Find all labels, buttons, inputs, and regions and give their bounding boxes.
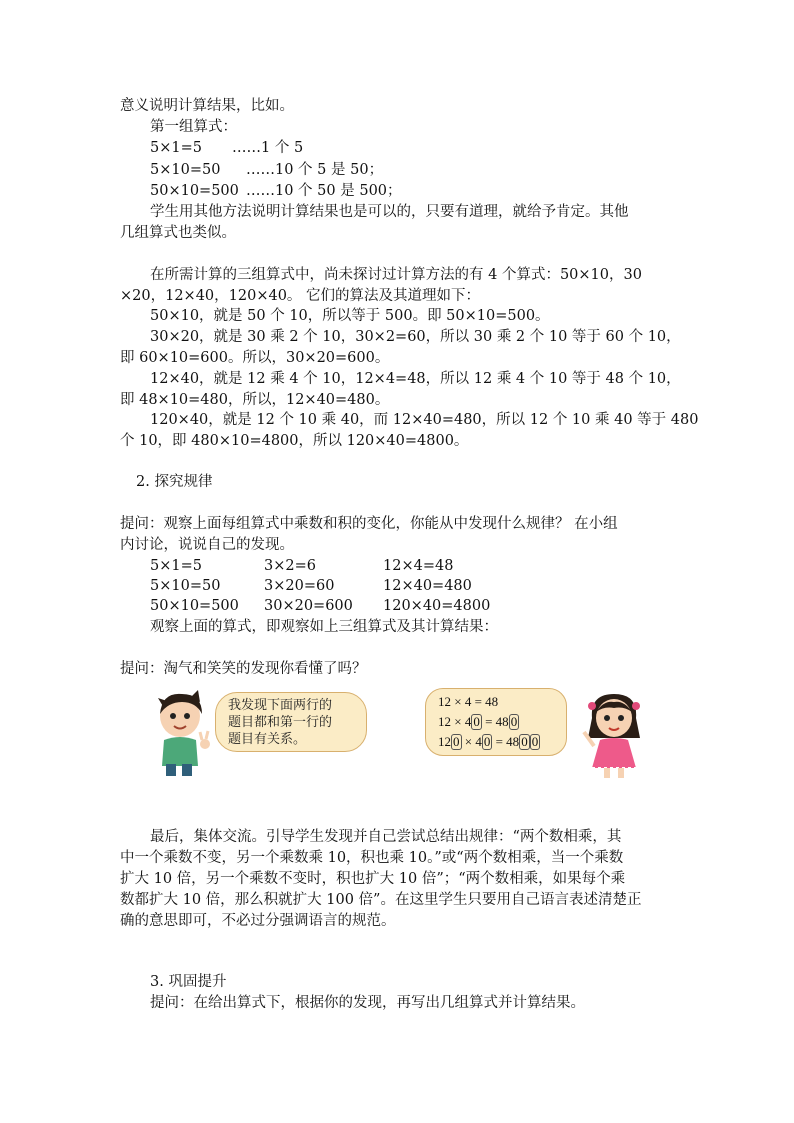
- zero-box: 0: [521, 734, 528, 749]
- paragraph-line: 数都扩大 10 倍，那么积就扩大 100 倍”。在这里学生只要用自己语言表述清楚正: [120, 892, 642, 908]
- question-line: 提问：观察上面每组算式中乘数和积的变化，你能从中发现什么规律？ 在小组: [120, 516, 618, 532]
- equation-cell: 30×20=600: [264, 598, 353, 614]
- paragraph-line: 最后，集体交流。引导学生发现并自己尝试总结出规律：“两个数相乘，其: [150, 829, 622, 845]
- paragraph-line: 即 60×10=600。所以，30×20=600。: [120, 350, 390, 366]
- equation-cell: 12×4=48: [383, 558, 454, 574]
- paragraph-line: 120×40，就是 12 个 10 乘 40，而 12×40=480，所以 12 个 10 乘 40 等于 480: [150, 412, 699, 428]
- equation: 50×10=500: [150, 183, 239, 199]
- paragraph-line: 50×10，就是 50 个 10，所以等于 500。即 50×10=500。: [150, 308, 550, 324]
- zero-box: 0: [483, 734, 491, 749]
- paragraph-line: 个 10，即 480×10=4800，所以 120×40=4800。: [120, 433, 469, 449]
- paragraph-line: 30×20，就是 30 乘 2 个 10，30×2=60，所以 30 乘 2 个 10 等于 60 个 10，: [150, 329, 681, 345]
- equation-cell: 12×40=480: [383, 578, 472, 594]
- bubble-text-line: 题目都和第一行的: [228, 715, 333, 730]
- section-heading: 2. 探究规律: [136, 474, 213, 490]
- question-line: 内讨论，说说自己的发现。: [120, 537, 294, 553]
- question-line: 提问：淘气和笑笑的发现你看懂了吗？: [120, 661, 367, 677]
- explanation: ……10 个 50 是 500；: [246, 183, 402, 199]
- bubble-text-line: 题目有关系。: [228, 732, 307, 747]
- equation-cell: 5×10=50: [150, 578, 221, 594]
- equation-cell: 3×20=60: [264, 578, 335, 594]
- boy-speech-bubble: [215, 692, 367, 752]
- explanation: ……1 个 5: [232, 140, 304, 156]
- equation-cell: 50×10=500: [150, 598, 239, 614]
- zero-box: 0: [473, 714, 480, 729]
- zero-box: 0: [453, 734, 460, 749]
- paragraph-line: 即 48×10=480，所以，12×40=480。: [120, 392, 390, 408]
- equation-cell: 5×1=5: [150, 558, 202, 574]
- equation: 5×1=5: [150, 140, 202, 156]
- bubble-equation: 12 × 4 0 = 48 0: [438, 714, 518, 729]
- paragraph-line: 中一个乘数不变，另一个乘数乘 10，积也乘 10。”或“两个数相乘，当一个乘数: [120, 850, 624, 866]
- paragraph-line: ×20，12×40，120×40。 它们的算法及其道理如下：: [120, 288, 481, 304]
- section-heading: 3. 巩固提升: [150, 974, 227, 990]
- zero-box: 0: [531, 734, 539, 749]
- explanation: ……10 个 5 是 50；: [246, 162, 384, 178]
- equation: 5×10=50: [150, 162, 221, 178]
- paragraph-line: 学生用其他方法说明计算结果也是可以的，只要有道理，就给予肯定。其他: [150, 204, 629, 220]
- paragraph-line: 确的意思即可，不必过分强调语言的规范。: [120, 913, 396, 929]
- girl-speech-bubble: [425, 688, 567, 756]
- question-line: 提问：在给出算式下，根据你的发现，再写出几组算式并计算结果。: [150, 995, 585, 1011]
- intro-line: 意义说明计算结果，比如。: [120, 98, 294, 114]
- paragraph-line: 几组算式也类似。: [120, 225, 236, 241]
- equation-cell: 120×40=4800: [383, 598, 491, 614]
- cartoon-illustration: [150, 688, 650, 780]
- bubble-equation: 12 × 4 = 48: [438, 694, 499, 709]
- bubble-text-line: 我发现下面两行的: [228, 698, 333, 713]
- equation-cell: 3×2=6: [264, 558, 316, 574]
- girl-character-icon: [578, 688, 650, 780]
- paragraph-line: 12×40，就是 12 乘 4 个 10，12×4=48，所以 12 乘 4 个 10 等于 48 个 10，: [150, 371, 681, 387]
- paragraph-line: 在所需计算的三组算式中，尚未探讨过计算方法的有 4 个算式：50×10，30: [150, 267, 642, 283]
- group-label: 第一组算式：: [150, 119, 237, 135]
- zero-box: 0: [510, 714, 518, 729]
- paragraph-line: 扩大 10 倍，另一个乘数不变时，积也扩大 10 倍”；“两个数相乘，如果每个乘: [120, 871, 626, 887]
- paragraph-line: 观察上面的算式，即观察如上三组算式及其计算结果：: [150, 619, 498, 635]
- boy-character-icon: [150, 688, 220, 778]
- bubble-equation: 12 0 × 4 0 = 48 0 0: [438, 734, 539, 749]
